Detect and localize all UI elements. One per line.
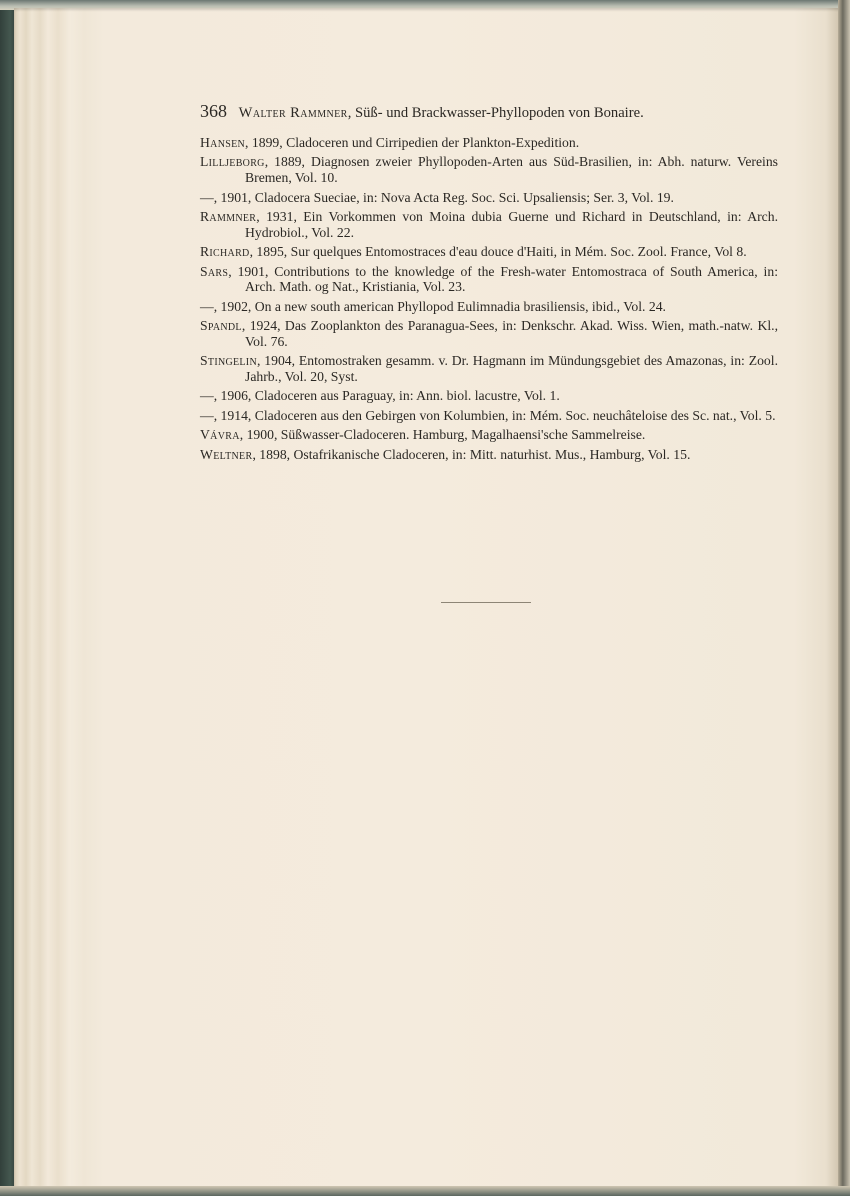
reference-author: Hansen	[200, 135, 246, 150]
reference-author: Vávra	[200, 427, 240, 443]
reference-entry	[200, 154, 778, 185]
reference-text: , 1889, Diagnosen zweier Phyllopoden-Arten aus Süd-Brasilien, in: Abh. naturw. Vereins Bremen, Vol. 10.	[245, 154, 778, 186]
reference-author: Richard	[200, 244, 250, 260]
reference-text: —, 1906, Cladoceren aus Paraguay, in: Ann. biol. lacustre, Vol. 1.	[200, 388, 560, 404]
reference-entry	[200, 244, 778, 260]
running-head-author: Walter Rammner	[238, 105, 348, 121]
reference-list	[200, 135, 778, 466]
reference-author: Sars	[200, 263, 229, 279]
reference-text: , 1931, Ein Vorkommen von Moina dubia Guerne und Richard in Deutschland, in: Arch. Hydrobiol., Vol. 22.	[245, 209, 778, 240]
reference-text: , 1899, Cladoceren und Cirripedien der Plankton-Expedition.	[245, 135, 580, 150]
running-head	[200, 101, 780, 122]
reference-entry	[200, 190, 778, 206]
reference-text: —, 1901, Cladocera Sueciae, in: Nova Acta Reg. Soc. Sci. Upsaliensis; Ser. 3, Vol. 19.	[200, 189, 674, 205]
reference-entry	[200, 427, 778, 443]
reference-author: Weltner	[200, 446, 253, 462]
reference-text: —, 1914, Cladoceren aus den Gebirgen von Kolumbien, in: Mém. Soc. neuchâteloise des Sc. nat., Vol. 5.	[200, 407, 776, 423]
reference-entry	[200, 408, 778, 424]
end-divider-rule	[441, 602, 531, 603]
reference-entry	[200, 318, 778, 349]
reference-entry	[200, 388, 778, 404]
reference-author: Spandl	[200, 318, 242, 334]
reference-author: Lilljeborg	[200, 154, 265, 170]
reference-author: Rammner	[200, 209, 257, 225]
reference-text: , 1898, Ostafrikanische Cladoceren, in: Mitt. naturhist. Mus., Hamburg, Vol. 15.	[252, 446, 691, 462]
reference-author: Stingelin	[200, 353, 257, 369]
reference-entry	[200, 135, 778, 151]
reference-text: , 1904, Entomostraken gesamm. v. Dr. Hagmann im Mündungsgebiet des Amazonas, in: Zool. Jahrb., Vol. 20, Syst.	[245, 353, 778, 384]
reference-text: , 1924, Das Zooplankton des Paranagua-Sees, in: Denkschr. Akad. Wiss. Wien, math.-natw. Kl., Vol. 76.	[241, 318, 778, 349]
reference-text: , 1900, Süßwasser-Cladoceren. Hamburg, Magalhaensi'sche Sammelreise.	[239, 427, 646, 443]
reference-text: —, 1902, On a new south american Phyllopod Eulimnadia brasiliensis, ibid., Vol. 24.	[200, 298, 666, 314]
book-bottom-edge	[0, 1186, 850, 1196]
reference-entry	[200, 209, 778, 240]
reference-entry	[200, 264, 778, 295]
book-right-edge	[838, 0, 850, 1196]
reference-text: , 1901, Contributions to the knowledge of the Fresh-water Entomostraca of South America, in: Arch. Math. og Nat., Kristiania, Vol. 23.	[228, 263, 778, 295]
reference-text: , 1895, Sur quelques Entomostraces d'eau douce d'Haiti, in Mém. Soc. Zool. France, Vol 8.	[249, 244, 747, 260]
reference-entry	[200, 299, 778, 315]
reference-entry	[200, 353, 778, 384]
reference-entry	[200, 447, 778, 463]
running-head-title: , Süß- und Brackwasser-Phyllopoden von Bonaire.	[347, 105, 644, 121]
page-number: 368	[200, 101, 227, 121]
